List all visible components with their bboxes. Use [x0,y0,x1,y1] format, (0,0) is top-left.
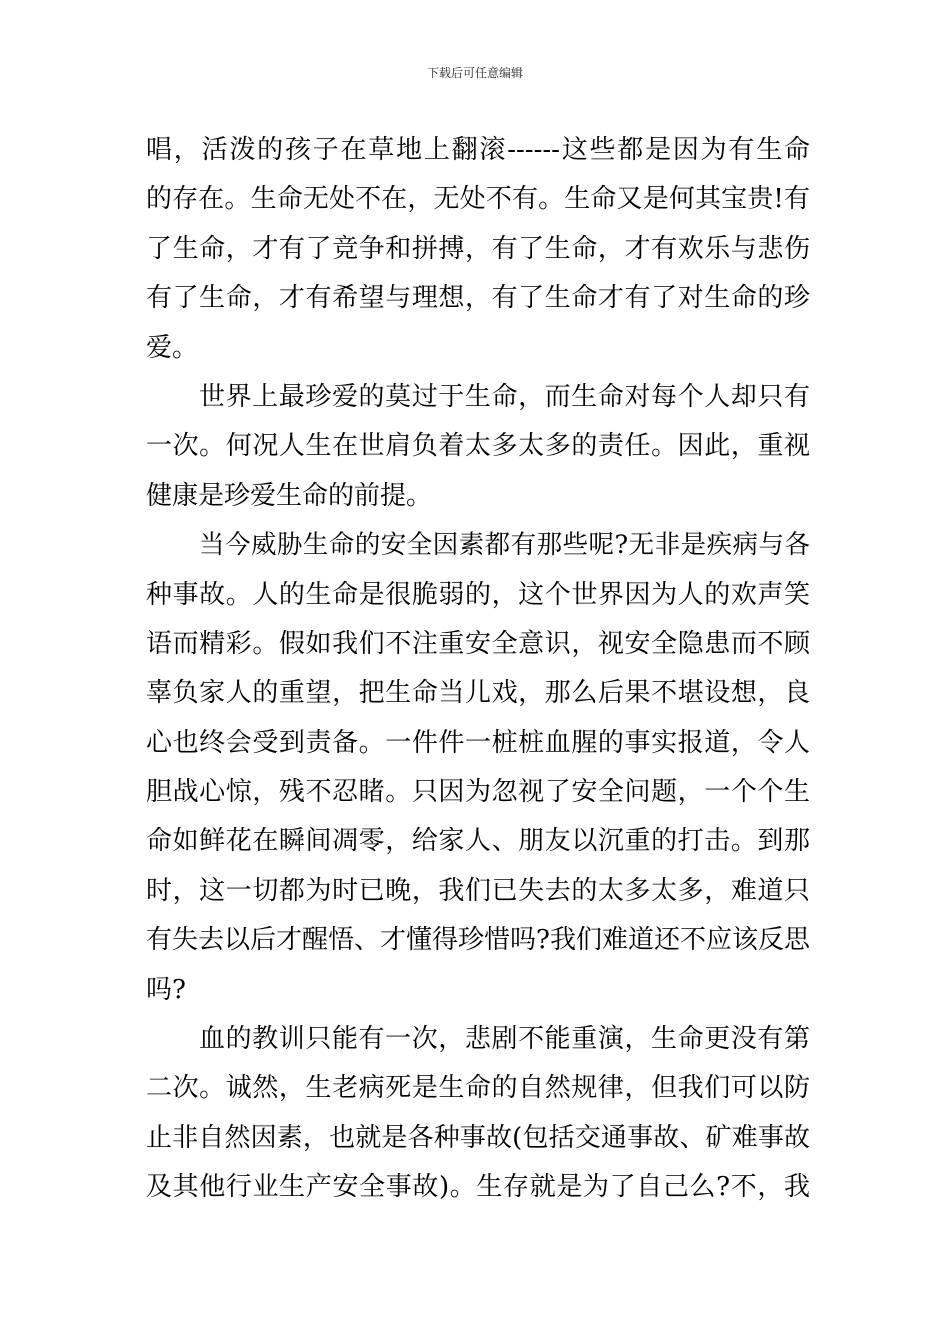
text-line: 世界上最珍爱的莫过于生命，而生命对每个人却只有 [199,381,810,412]
text-line: 一次。何况人生在世肩负着太多太多的责任。因此，重视 [146,431,810,462]
text-line: 止非自然因素，也就是各种事故(包括交通事故、矿难事故 [146,1122,810,1153]
text-line: 爱。 [146,332,199,363]
text-line: 健康是珍爱生命的前提。 [146,480,433,511]
text-line: 吗? [146,974,186,1005]
text-line: 有失去以后才醒悟、才懂得珍惜吗?我们难道还不应该反思 [146,925,810,956]
text-line: 了生命，才有了竞争和拼搏，有了生命，才有欢乐与悲伤 [146,233,810,264]
text-line: 心也终会受到责备。一件件一桩桩血腥的事实报道，令人 [146,727,810,758]
text-line: 的存在。生命无处不在，无处不有。生命又是何其宝贵!有 [146,184,810,215]
text-line: 辜负家人的重望，把生命当儿戏，那么后果不堪设想，良 [146,678,810,709]
page-header: 下载后可任意编辑 [426,66,523,80]
text-line: 二次。诚然，生老病死是生命的自然规律，但我们可以防 [146,1073,810,1104]
text-line: 种事故。人的生命是很脆弱的，这个世界因为人的欢声笑 [146,579,810,610]
text-line: 当今威胁生命的安全因素都有那些呢?无非是疾病与各 [199,530,810,561]
text-line: 血的教训只能有一次，悲剧不能重演，生命更没有第 [199,1024,810,1055]
text-line: 唱，活泼的孩子在草地上翻滚------这些都是因为有生命 [146,135,810,165]
text-line: 语而精彩。假如我们不注重安全意识，视安全隐患而不顾 [146,628,810,659]
text-line: 命如鲜花在瞬间凋零，给家人、朋友以沉重的打击。到那 [146,826,810,857]
text-line: 及其他行业生产安全事故)。生存就是为了自己么?不，我 [146,1172,810,1203]
body-text [146,126,810,1213]
text-line: 时，这一切都为时已晚，我们已失去的太多太多，难道只 [146,875,810,906]
text-line: 有了生命，才有希望与理想，有了生命才有了对生命的珍 [146,283,810,314]
text-line: 胆战心惊，残不忍睹。只因为忽视了安全问题，一个个生 [146,777,810,808]
